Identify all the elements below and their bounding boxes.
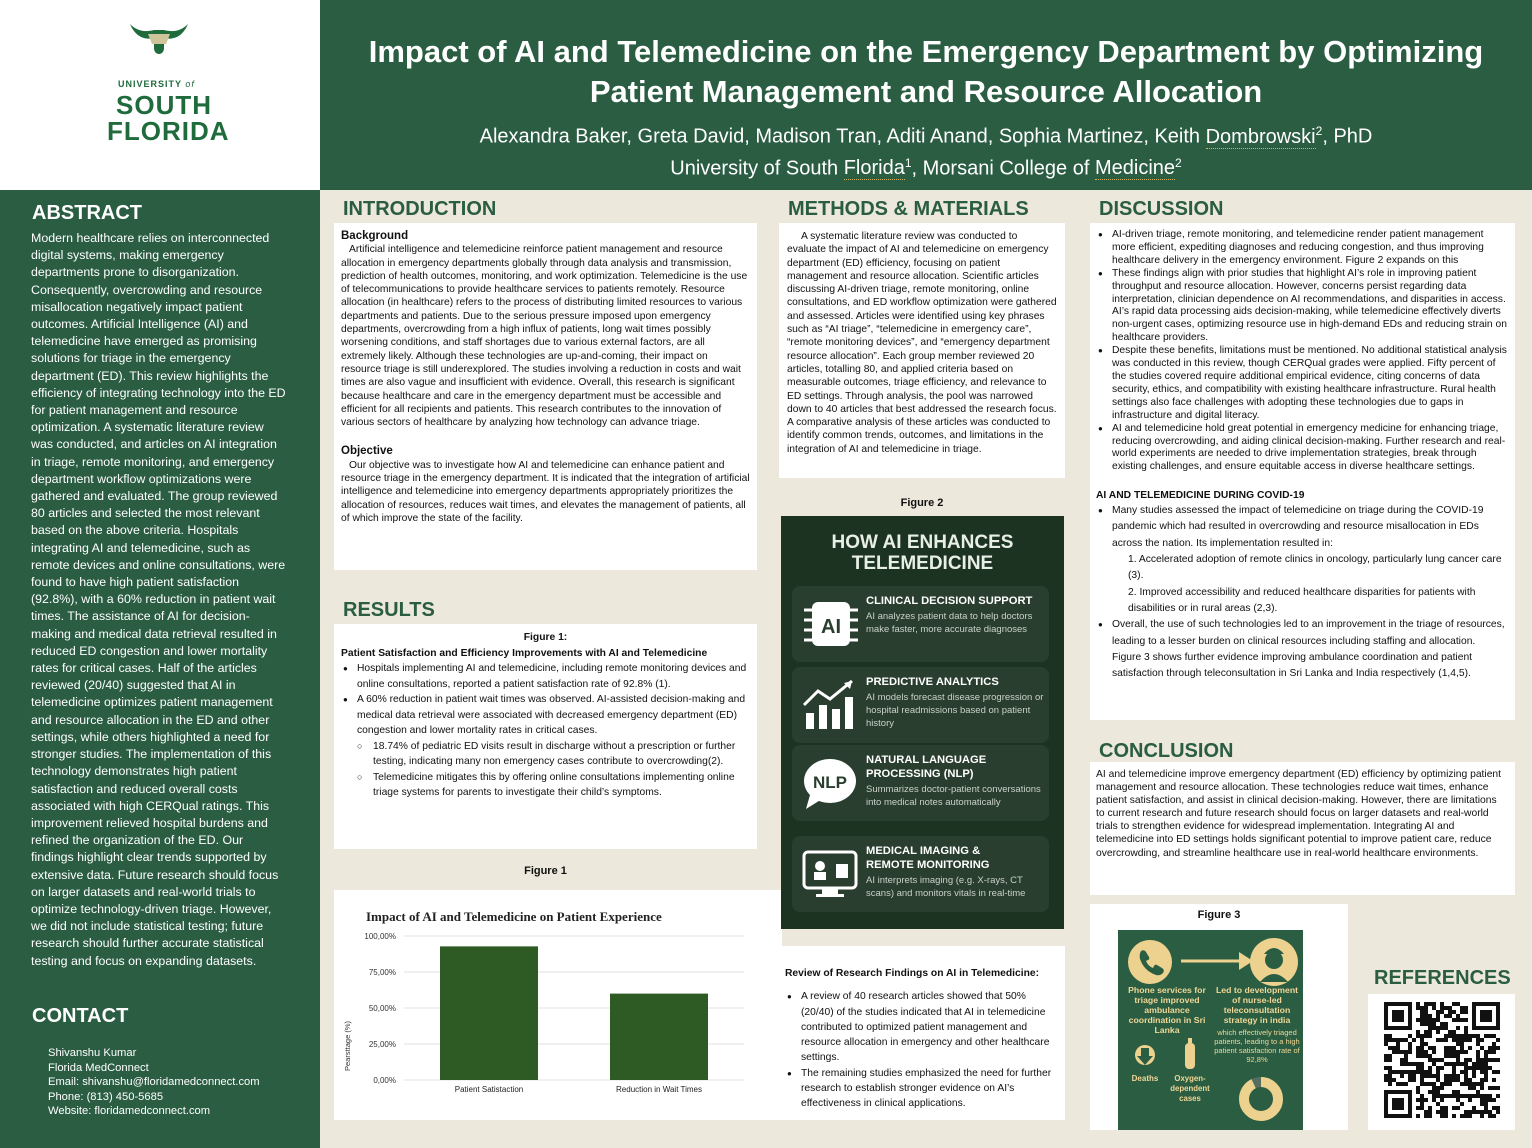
logo-panel [0, 0, 320, 190]
chart-ytick-label: 100,00% [364, 932, 396, 941]
logo-south: SOUTH [116, 90, 212, 120]
qr-code-icon[interactable] [1384, 1002, 1500, 1118]
figure3-infographic [1118, 930, 1303, 1130]
figure2-infographic [781, 516, 1064, 929]
contact-heading: CONTACT [32, 1005, 129, 1027]
covid-numbered-item: 2. Improved accessibility and reduced healthcare disparities for patients with disabilities or in rural areas (2,3). [1128, 586, 1476, 614]
contact-info [48, 1046, 260, 1119]
fig1-title: Patient Satisfaction and Efficiency Improvements with AI and Telemedicine [341, 647, 708, 659]
results-heading: RESULTS [343, 599, 435, 621]
contact-org: Florida MedConnect [48, 1061, 149, 1074]
contact-website: Website: floridamedconnect.com [48, 1105, 211, 1118]
covid-bullet: ● Many studies assessed the impact of telemedicine on triage during the COVID-19 pandemic which had resulted in overcrowding and resource misallocation in EDs across the nation. Its implementation resulted in: [1096, 503, 1507, 552]
fig3-right-text: Led to development of nurse-led teleconsultation strategy in india [1215, 985, 1299, 1025]
chart-ylabel: Pearsttage (%) [343, 1020, 352, 1072]
review-box [779, 946, 1065, 1120]
svg-text:NLP: NLP [813, 773, 847, 792]
chart-bar [610, 994, 708, 1080]
fig1-label: Figure 1: [523, 632, 568, 643]
covid-numbered-item: 1. Accelerated adoption of remote clinics in oncology, particularly lung cancer care (3). [1128, 554, 1502, 582]
discussion-bullet: ● AI-driven triage, remote monitoring, and telemedicine render patient management more efficient, expediting diagnoses and reducing congestion, and thus improving healthcare delivery in the emergency environment. Figure 2 expands on this [1096, 229, 1507, 268]
references-heading: REFERENCES [1374, 967, 1511, 989]
methods-text: A systematic literature review was conducted to evaluate the impact of AI and telemedicine on emergency department (ED) efficiency, focusing on patient management and resource allocation. Scientific articles discussing AI-driven triage, remote monitoring, online consultations, and ED workflow optimization were gathered and assessed. Articles were identified using key phrases such as “AI triage”, “telemedicine in emergency care”, “remote monitoring devices”, and “emergency department resource allocation”. Each group member reviewed 20 articles, totalling 80, and applied criteria based on measurable outcomes, triage efficiency, and relevance to ED settings. Through analysis, the pool was narrowed down to 40 articles that best addressed the research focus. A comparative analysis of these articles was conducted to identify common trends, outcomes, and limitations in the integration of AI and telemedicine in triage. [787, 231, 1057, 455]
chart-title: Impact of AI and Telemedicine on Patient Experience [366, 909, 662, 924]
discussion-bullet: ● Despite these benefits, limitations must be mentioned. No additional statistical analysis was conducted in this review, though CERQual grades were applied. Fifty percent of the studies covered require additional empirical evidence, citing concerns of data security, ethics, and compatibility with existing healthcare infrastructure. Rural health settings also face challenges with adopting these technologies due to gaps in infrastructure and digital literacy. [1096, 345, 1507, 422]
card-desc: AI interprets imaging (e.g. X-rays, CT scans) and monitors vitals in real-time [866, 875, 1026, 899]
card-title: PREDICTIVE ANALYTICS [866, 676, 999, 688]
conclusion-box [1090, 762, 1515, 895]
ai-chip-icon [800, 598, 860, 650]
conclusion-text: AI and telemedicine improve emergency department (ED) efficiency by optimizing patient management and resource allocation. These technologies reduce wait times, enhance patient satisfaction, and assist in clinical decision-making. However, there are limitations to current research and future research should focus on larger datasets and real-world trials to strengthen evidence for widespread implementation. Integrating AI and telemedicine into ED settings holds significant potential to improve patient care, reduce overcrowding, and streamline healthcare use in real-world healthcare environments. [1096, 769, 1502, 859]
poster-title: Impact of AI and Telemedicine on the Emergency Department by Optimizing Patient Management and Resource Allocation [368, 34, 1484, 109]
card-title: MEDICAL IMAGING & REMOTE MONITORING [866, 845, 990, 871]
figure1-caption: Figure 1 [524, 865, 567, 877]
introduction-heading: INTRODUCTION [343, 198, 497, 220]
results-box [334, 624, 757, 849]
bar-chart-icon [800, 679, 860, 731]
objective-label: Objective [341, 445, 393, 458]
fig3-deaths: Deaths [1131, 1074, 1159, 1083]
card-title: NATURAL LANGUAGE PROCESSING (NLP) [866, 754, 987, 780]
contact-phone: Phone: (813) 450-5685 [48, 1090, 164, 1103]
chart-ytick-label: 50,00% [368, 1004, 396, 1013]
discussion-bullet: ● AI and telemedicine hold great potential in emergency medicine for enhancing triage, reducing overcrowding, and aiding clinical decision-making. Further research and real-world experiments are needed to drive implementation strategies, break through existing challenges, and ensure equitable access in diverse healthcare settings. [1096, 423, 1507, 475]
covid-bullet: ● Overall, the use of such technologies led to an improvement in the triage of resources, leading to a lesser burden on clinical resources including staffing and allocation. Figure 3 shows further evidence improving ambulance coordination and patient satisfaction through teleconsultation in Sri Lanka and India respectively (1,4,5). [1096, 617, 1507, 682]
down-arrow-icon [1134, 1044, 1156, 1070]
logo-university: UNIVERSITY of [118, 79, 195, 89]
objective-text: Our objective was to investigate how AI and telemedicine can enhance patient and resource triage in the emergency department. It is indicated that the integration of artificial intelligence and telemedicine into emergency departments appropriately prioritizes the allocation of resources, reduces wait times, and elevates the management of patients, all of which improve the state of the facility. [341, 459, 750, 524]
figure2-caption: Figure 2 [900, 497, 944, 509]
results-sub-bullet: ○ Telemedicine mitigates this by offering online consultations implementing online triage systems for parents to investigate their child’s symptoms. [341, 770, 750, 801]
card-clinical-decision [792, 586, 1049, 662]
speech-bubble-icon [800, 757, 860, 809]
abstract-heading: ABSTRACT [32, 202, 142, 224]
background-label: Background [341, 230, 409, 242]
header-banner [320, 0, 1532, 190]
introduction-box [334, 223, 757, 570]
results-sub-bullet: ○ 18.74% of pediatric ED visits result in discharge without a prescription or further testing, indicating many non emergency cases contribute to overcrowding(2). [341, 739, 750, 770]
arrow-right-icon [1181, 952, 1253, 970]
fig3-left-text: Phone services for triage improved ambulance coordination in Sri Lanka [1128, 985, 1206, 1035]
chart-bar [440, 946, 538, 1080]
monitor-icon [800, 848, 860, 900]
card-imaging [792, 836, 1049, 912]
chart-ytick-label: 25,00% [368, 1040, 396, 1049]
oxygen-tank-icon [1184, 1038, 1196, 1070]
nurse-icon [1248, 936, 1300, 988]
conclusion-heading: CONCLUSION [1099, 740, 1234, 762]
background-text: Artificial intelligence and telemedicine reinforce patient management and resource allocation in emergency departments globally through data analysis and transmission, prediction of health outcomes, monitoring, and work optimization. Telemedicine is the use of telecommunications to provide healthcare services to patients remotely. Resource allocation (in healthcare) refers to the process of distributing limited resources to various departments and patients. Due to the serious pressure imposed upon emergency departments, overcrowding from a high influx of patients, long wait times possibly worsening conditions, and staff shortages due to various external factors, are all extremely likely. Although these technologies are up-and-coming, their impact on resource triage is still underexplored. The studies involving a reduction in costs and wait times are also vague and insufficient with evidence. Overall, this research is significant because healthcare and care in the emergency department must be accessible and efficient for all recipients and patients. This research contributes to the innovation of various sectors of healthcare by analyzing how technology can advance triage. [341, 244, 748, 429]
chart-ytick-label: 0,00% [373, 1076, 396, 1085]
abstract-text: Modern healthcare relies on interconnected digital systems, making emergency departments prone to disorganization. Consequently, overcrowding and resource misallocation negatively impact patient outcomes. Artificial Intelligence (AI) and telemedicine have emerged as promising solutions for triage in the emergency department (ED). This review highlights the efficiency of integrating technology into the ED for patient management and resource optimization. A systematic literature review was conducted, and articles on AI integration in triage, remote monitoring, and emergency department workflow optimizations were gathered and evaluated. The group reviewed 80 articles and selected the most relevant based on the above criteria. Hospitals integrating AI and telemedicine, such as remote devices and online consultations, were found to have high patient satisfaction (92.8%), with a 60% reduction in patient wait times. The assistance of AI for decision-making and medical data retrieval resulted in reduced ED congestion and lower mortality rates for critical cases. Half of the articles reviewed (20/40) suggested that AI in telemedicine optimizes patient management and resource allocation in the ED and other settings, while others highlighted a need for stronger studies. The implementation of this technology demonstrates high patient satisfaction and reduced overall costs associated with high CERQual ratings. This improvement relieved hospital burdens and refined the organization of the ED. Our findings highlight clear trends supported by extensive data. Future research should focus on larger datasets and real-world trials to optimize technology-driven triage. However, we did not include statistical testing; future research should further accurate statistical testing and focus on expanding datasets. [31, 231, 286, 968]
bar-chart [334, 890, 782, 1120]
fig3-oxygen: Oxygen-dependent cases [1170, 1074, 1210, 1103]
left-column [0, 190, 320, 1148]
chart-xtick-label: Patient Satistaction [454, 1085, 524, 1094]
card-desc: AI models forecast disease progression or hospital readmissions based on patient history [866, 692, 1044, 729]
card-predictive-analytics [792, 667, 1049, 743]
svg-text:AI: AI [821, 616, 841, 638]
card-title: CLINICAL DECISION SUPPORT [866, 595, 1033, 607]
authors: Alexandra Baker, Greta David, Madison Tran, Aditi Anand, Sophia Martinez, Keith Dombrowski$^2$, PhD University of South Florida$^1$, Morsani College of Medicine$^2$ [479, 124, 1373, 180]
review-heading: Review of Research Findings on AI in Telemedicine: [785, 968, 1040, 979]
card-desc: Summarizes doctor-patient conversations into medical notes automatically [866, 784, 1041, 808]
phone-icon [1126, 938, 1174, 986]
references-box [1368, 994, 1515, 1130]
covid-heading: AI AND TELEMEDICINE DURING COVID-19 [1096, 490, 1305, 502]
results-bullet: ● A 60% reduction in patient wait times was observed. AI-assisted decision-making and medical data retrieval were associated with decreased emergency department (ED) congestion and lower mortality rates in critical cases. [341, 692, 750, 739]
card-desc: AI analyzes patient data to help doctors make faster, more accurate diagnoses [866, 611, 1033, 635]
bull-logo-icon [128, 18, 190, 62]
donut-chart-icon [1236, 1074, 1286, 1124]
contact-name: Shivanshu Kumar [48, 1047, 137, 1059]
card-nlp [792, 745, 1049, 821]
chart-box [334, 890, 782, 1120]
discussion-bullet: ● These findings align with prior studies that highlight AI’s role in improving patient throughput and resource allocation. However, concerns persist regarding data interpretation, clinician dependence on AI recommendations, and disparities in access. AI’s rapid data processing aids decision-making, while telemedicine effectively diverts non-urgent cases, optimizing resource use in high-demand EDs and reducing strain on healthcare providers. [1096, 268, 1507, 345]
figure3-caption: Figure 3 [1197, 909, 1241, 921]
figure2-title: HOW AI ENHANCES TELEMEDICINE [831, 532, 1014, 574]
logo-florida: FLORIDA [107, 116, 230, 146]
discussion-heading: DISCUSSION [1099, 198, 1224, 220]
chart-ytick-label: 75,00% [368, 968, 396, 977]
review-bullet: ● The remaining studies emphasized the need for further research to establish stronger evidence on AI’s effectiveness in clinical applications. [785, 1066, 1059, 1112]
discussion-box [1090, 223, 1515, 720]
results-bullet: ● Hospitals implementing AI and telemedicine, including remote monitoring devices and online consultations, reported a patient satisfaction rate of 92.8% (1). [341, 661, 750, 692]
review-bullet: ● A review of 40 research articles showed that 50% (20/40) of the studies indicated that AI in telemedicine contributed to optimized patient management and resource allocation in emergency and other healthcare settings. [785, 989, 1059, 1065]
fig3-right-sub: which effectively triaged patients, leading to a high patient satisfaction rate of 92,8% [1214, 1028, 1300, 1064]
methods-box [779, 223, 1065, 478]
contact-email: Email: shivanshu@floridamedconnect.com [48, 1076, 260, 1089]
chart-xtick-label: Reduction in Wait Times [616, 1085, 702, 1094]
methods-heading: METHODS & MATERIALS [788, 198, 1029, 220]
